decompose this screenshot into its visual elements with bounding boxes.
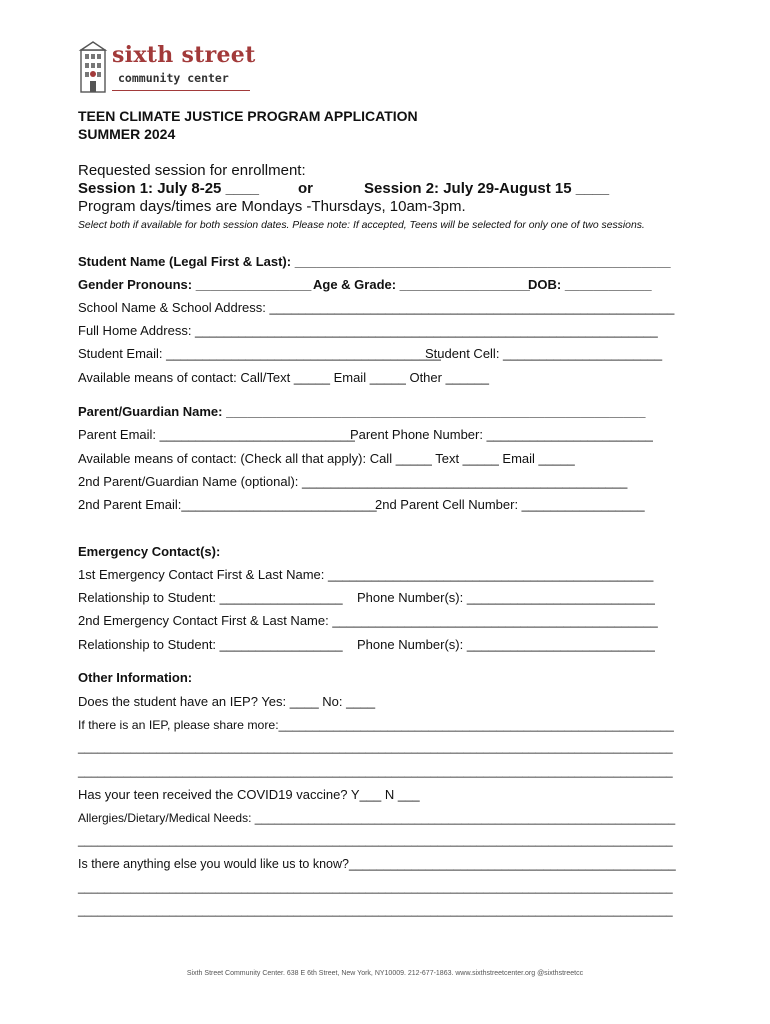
emergency-1-name-field[interactable]: 1st Emergency Contact First & Last Name: _____________________________________________ [78,567,654,582]
student-cell-field[interactable]: Student Cell: ______________________ [425,346,663,361]
allergies-field[interactable]: Allergies/Dietary/Medical Needs: _______________________________________________________________ [78,811,676,825]
other-info-heading: Other Information: [78,670,193,685]
session-note: Select both if available for both session dates. Please note: If accepted, Teens will be selected for only one of two sessions. [78,220,645,231]
emergency-heading: Emergency Contact(s): [78,544,221,559]
student-contact-means-field[interactable]: Available means of contact: Call/Text _____ Email _____ Other ______ [78,370,489,385]
iep-details-field[interactable]: If there is an IEP, please share more:__________________________________________________________ [78,718,674,732]
logo-subtitle: community center [118,71,229,85]
dob-field[interactable]: DOB: ____________ [528,277,652,292]
logo-divider [112,90,250,91]
home-address-field[interactable]: Full Home Address: ________________________________________________________________ [78,323,658,338]
emergency-1-phone-field[interactable]: Phone Number(s): __________________________ [357,590,655,605]
parent-name-field[interactable]: Parent/Guardian Name: __________________________________________________________ [78,404,646,419]
parent-contact-means-field[interactable]: Available means of contact: (Check all that apply): Call _____ Text _____ Email _____ [78,451,575,466]
logo-title: sixth street [112,42,256,68]
vaccine-question-field[interactable]: Has your teen received the COVID19 vaccine? Y___ N ___ [78,787,420,802]
iep-details-line-2[interactable]: ___________________________________________________________________________________________ [78,741,673,754]
program-days-text: Program days/times are Mondays -Thursdays, 10am-3pm. [78,198,466,215]
student-email-field[interactable]: Student Email: ______________________________________ [78,346,441,361]
emergency-2-name-field[interactable]: 2nd Emergency Contact First & Last Name: _____________________________________________ [78,613,658,628]
second-parent-email-field[interactable]: 2nd Parent Email:___________________________ [78,497,377,512]
emergency-2-phone-field[interactable]: Phone Number(s): __________________________ [357,637,655,652]
parent-phone-field[interactable]: Parent Phone Number: _______________________ [350,427,653,442]
session-2-option[interactable]: Session 2: July 29-August 15 ____ [364,180,610,197]
logo [78,40,268,96]
anything-else-field[interactable]: Is there anything else you would like us to know?_______________________________________________ [78,857,676,871]
footer-contact-info: Sixth Street Community Center. 638 E 6th Street, New York, NY10009. 212-677-1863. www.sixthstreetcenter.org @sixthstreetcc [186,970,584,977]
building-illustration-icon [78,40,108,94]
second-parent-name-field[interactable]: 2nd Parent/Guardian Name (optional): _____________________________________________ [78,474,628,489]
emergency-2-relationship-field[interactable]: Relationship to Student: _________________ [78,637,343,652]
second-parent-cell-field[interactable]: 2nd Parent Cell Number: _________________ [375,497,645,512]
emergency-1-relationship-field[interactable]: Relationship to Student: _________________ [78,590,343,605]
parent-email-field[interactable]: Parent Email: ___________________________ [78,427,355,442]
page-subtitle: SUMMER 2024 [78,126,176,142]
allergies-line-2[interactable]: ___________________________________________________________________________________________ [78,834,673,847]
gender-pronouns-field[interactable]: Gender Pronouns: ________________ [78,277,312,292]
page-title: TEEN CLIMATE JUSTICE PROGRAM APPLICATION [78,108,418,124]
anything-else-line-2[interactable]: ___________________________________________________________________________________________ [78,881,673,894]
session-or-label: or [298,180,313,197]
anything-else-line-3[interactable]: ___________________________________________________________________________________________ [78,904,673,917]
iep-question-field[interactable]: Does the student have an IEP? Yes: ____ No: ____ [78,694,376,709]
age-grade-field[interactable]: Age & Grade: __________________ [313,277,530,292]
iep-details-line-3[interactable]: ___________________________________________________________________________________________ [78,765,673,778]
session-1-option[interactable]: Session 1: July 8-25 ____ [78,180,259,197]
school-address-field[interactable]: School Name & School Address: ________________________________________________________ [78,300,675,315]
requested-session-label: Requested session for enrollment: [78,162,306,179]
student-name-field[interactable]: Student Name (Legal First & Last): ____________________________________________________ [78,254,671,269]
